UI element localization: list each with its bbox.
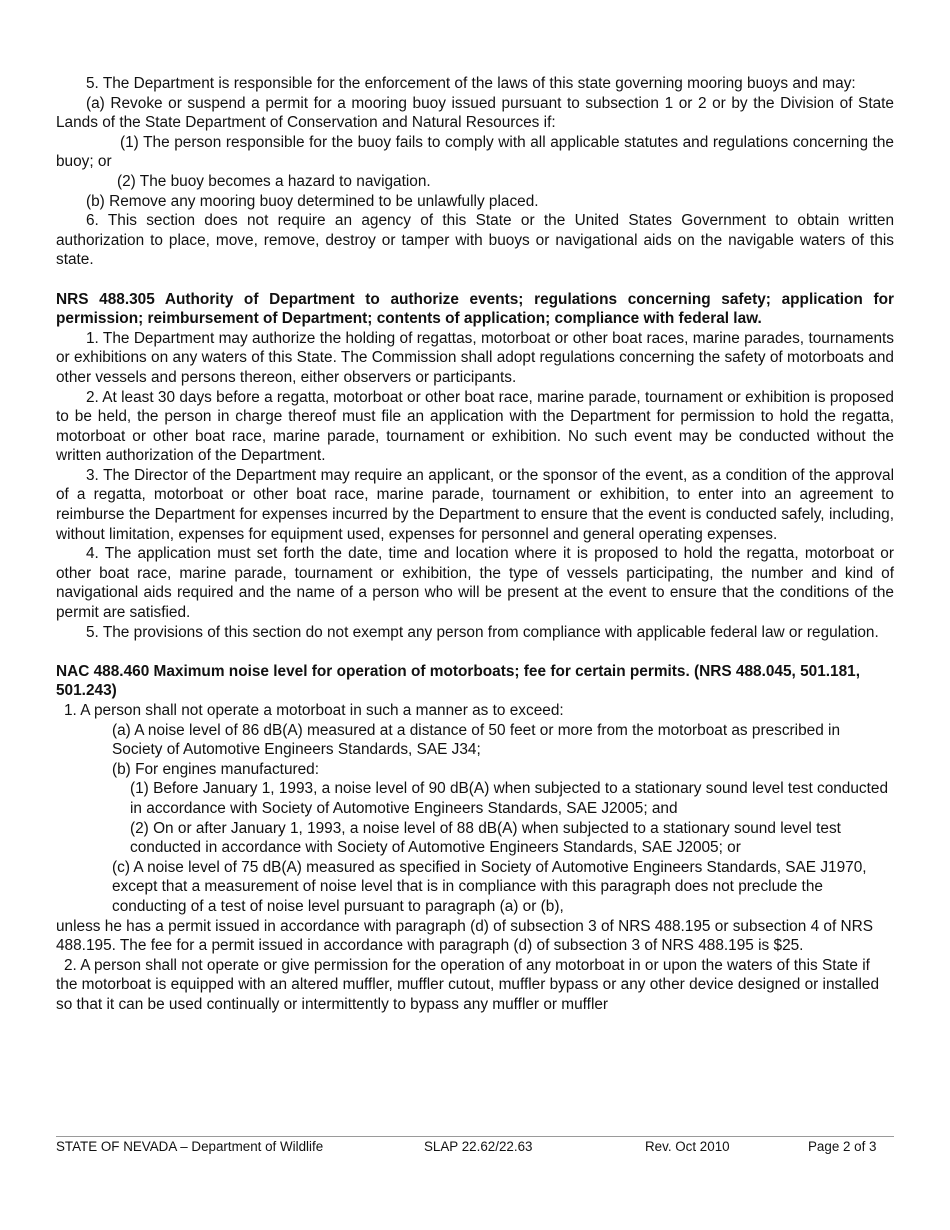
document-body: [56, 74, 894, 1015]
nac-488-460-item-a: (a) A noise level of 86 dB(A) measured at a distance of 50 feet or more from the motorboat as prescribed in Society of Automotive Engineers Standards, SAE J34;: [112, 721, 841, 759]
nac-488-460-item-c: (c) A noise level of 75 dB(A) measured as specified in Society of Automotive Engineers Standards, SAE J1970, except that a measurement of noise level that is in compliance with this paragraph does not preclude the conducting of a test of noise level pursuant to paragraph (a) or (b),: [112, 858, 867, 915]
nac-488-460-item-b2: (2) On or after January 1, 1993, a noise level of 88 dB(A) when subjected to a stationary sound level test conducted in accordance with Society of Automotive Engineers Standards, SAE J2005; or: [130, 819, 841, 857]
nac-488-460-item-b1: (1) Before January 1, 1993, a noise level of 90 dB(A) when subjected to a stationary sound level test conducted in accordance with Society of Automotive Engineers Standards, SAE J2005; and: [130, 780, 889, 817]
nrs-488-305-heading: NRS 488.305 Authority of Department to authorize events; regulations concerning safety; application for permission; reimbursement of Department; contents of application; compliance with federal law.: [56, 290, 894, 328]
footer-agency: STATE OF NEVADA – Department of Wildlife: [56, 1139, 324, 1154]
section-5-item-a1: (1) The person responsible for the buoy fails to comply with all applicable statutes and regulations concerning the buoy; or: [56, 133, 894, 171]
section-5-item-b: (b) Remove any mooring buoy determined to be unlawfully placed.: [86, 192, 539, 210]
section-6-paragraph: 6. This section does not require an agency of this State or the United States Government to obtain written authorization to place, move, remove, destroy or tamper with buoys or navigational aids on the navigable waters of this state.: [56, 212, 894, 269]
footer-page-number: Page 2 of 3: [808, 1139, 877, 1154]
section-5-item-a2: (2) The buoy becomes a hazard to navigation.: [117, 172, 431, 190]
nac-488-460-paragraph-2: 2. A person shall not operate or give permission for the operation of any motorboat in or upon the waters of this State if the motorboat is equipped with an altered muffler, muffler cutout, muffler bypass or any other device designed or installed so that it can be used continually or intermittently to bypass any muffler or muffler: [56, 956, 880, 1013]
footer-revision: Rev. Oct 2010: [645, 1139, 730, 1154]
spacer: [56, 642, 894, 662]
section-5-paragraph: 5. The Department is responsible for the enforcement of the laws of this state governing mooring buoys and may:: [86, 75, 856, 92]
nac-488-460-permit-clause: unless he has a permit issued in accordance with paragraph (d) of subsection 3 of NRS 488.195 or subsection 4 of NRS 488.195. The fee for a permit issued in accordance with paragraph (d) of subsection 3 of NRS 488.195 is $25.: [56, 917, 874, 955]
footer-divider: [56, 1136, 894, 1137]
nrs-488-305-paragraph-4: 4. The application must set forth the date, time and location where it is proposed to hold the regatta, motorboat or other boat race, marine parade, tournament or exhibition, the type of vessels participating, the number and kind of navigational aids required and the name of a person who will be present at the event to ensure that the conditions of the permit are satisfied.: [56, 545, 894, 622]
spacer: [56, 270, 894, 290]
section-5-item-a: (a) Revoke or suspend a permit for a mooring buoy issued pursuant to subsection 1 or 2 or by the Division of State Lands of the State Department of Conservation and Natural Resources if:: [56, 94, 894, 132]
nac-488-460-heading: NAC 488.460 Maximum noise level for operation of motorboats; fee for certain permits. (NRS 488.045, 501.181, 501.243): [56, 662, 861, 700]
nrs-488-305-paragraph-3: 3. The Director of the Department may require an applicant, or the sponsor of the event, as a condition of the approval of a regatta, motorboat or other boat race, marine parade, tournament or exhibition, to enter into an agreement to reimburse the Department for expenses incurred by the Department to ensure that the event is conducted safely, including, without limitation, expenses for equipment used, expenses for personnel and general operating expenses.: [56, 466, 894, 543]
nrs-488-305-paragraph-5: 5. The provisions of this section do not exempt any person from compliance with applicable federal law or regulation.: [86, 623, 879, 641]
nrs-488-305-paragraph-1: 1. The Department may authorize the holding of regattas, motorboat or other boat races, marine parades, tournaments or exhibitions on any waters of this State. The Commission shall adopt regulations concerning the safety of motorboats and other vessels and persons thereon, either observers or participants.: [56, 329, 894, 386]
nac-488-460-paragraph-1: 1. A person shall not operate a motorboat in such a manner as to exceed:: [64, 702, 564, 719]
footer-form-number: SLAP 22.62/22.63: [424, 1139, 533, 1154]
nac-488-460-item-b: (b) For engines manufactured:: [112, 760, 320, 778]
nrs-488-305-paragraph-2: 2. At least 30 days before a regatta, motorboat or other boat race, marine parade, tournament or exhibition is proposed to be held, the person in charge thereof must file an application with the Department for permission to hold the regatta, motorboat or other boat race, marine parade, tournament or exhibition. No such event may be conducted without the written authorization of the Department.: [56, 388, 894, 465]
